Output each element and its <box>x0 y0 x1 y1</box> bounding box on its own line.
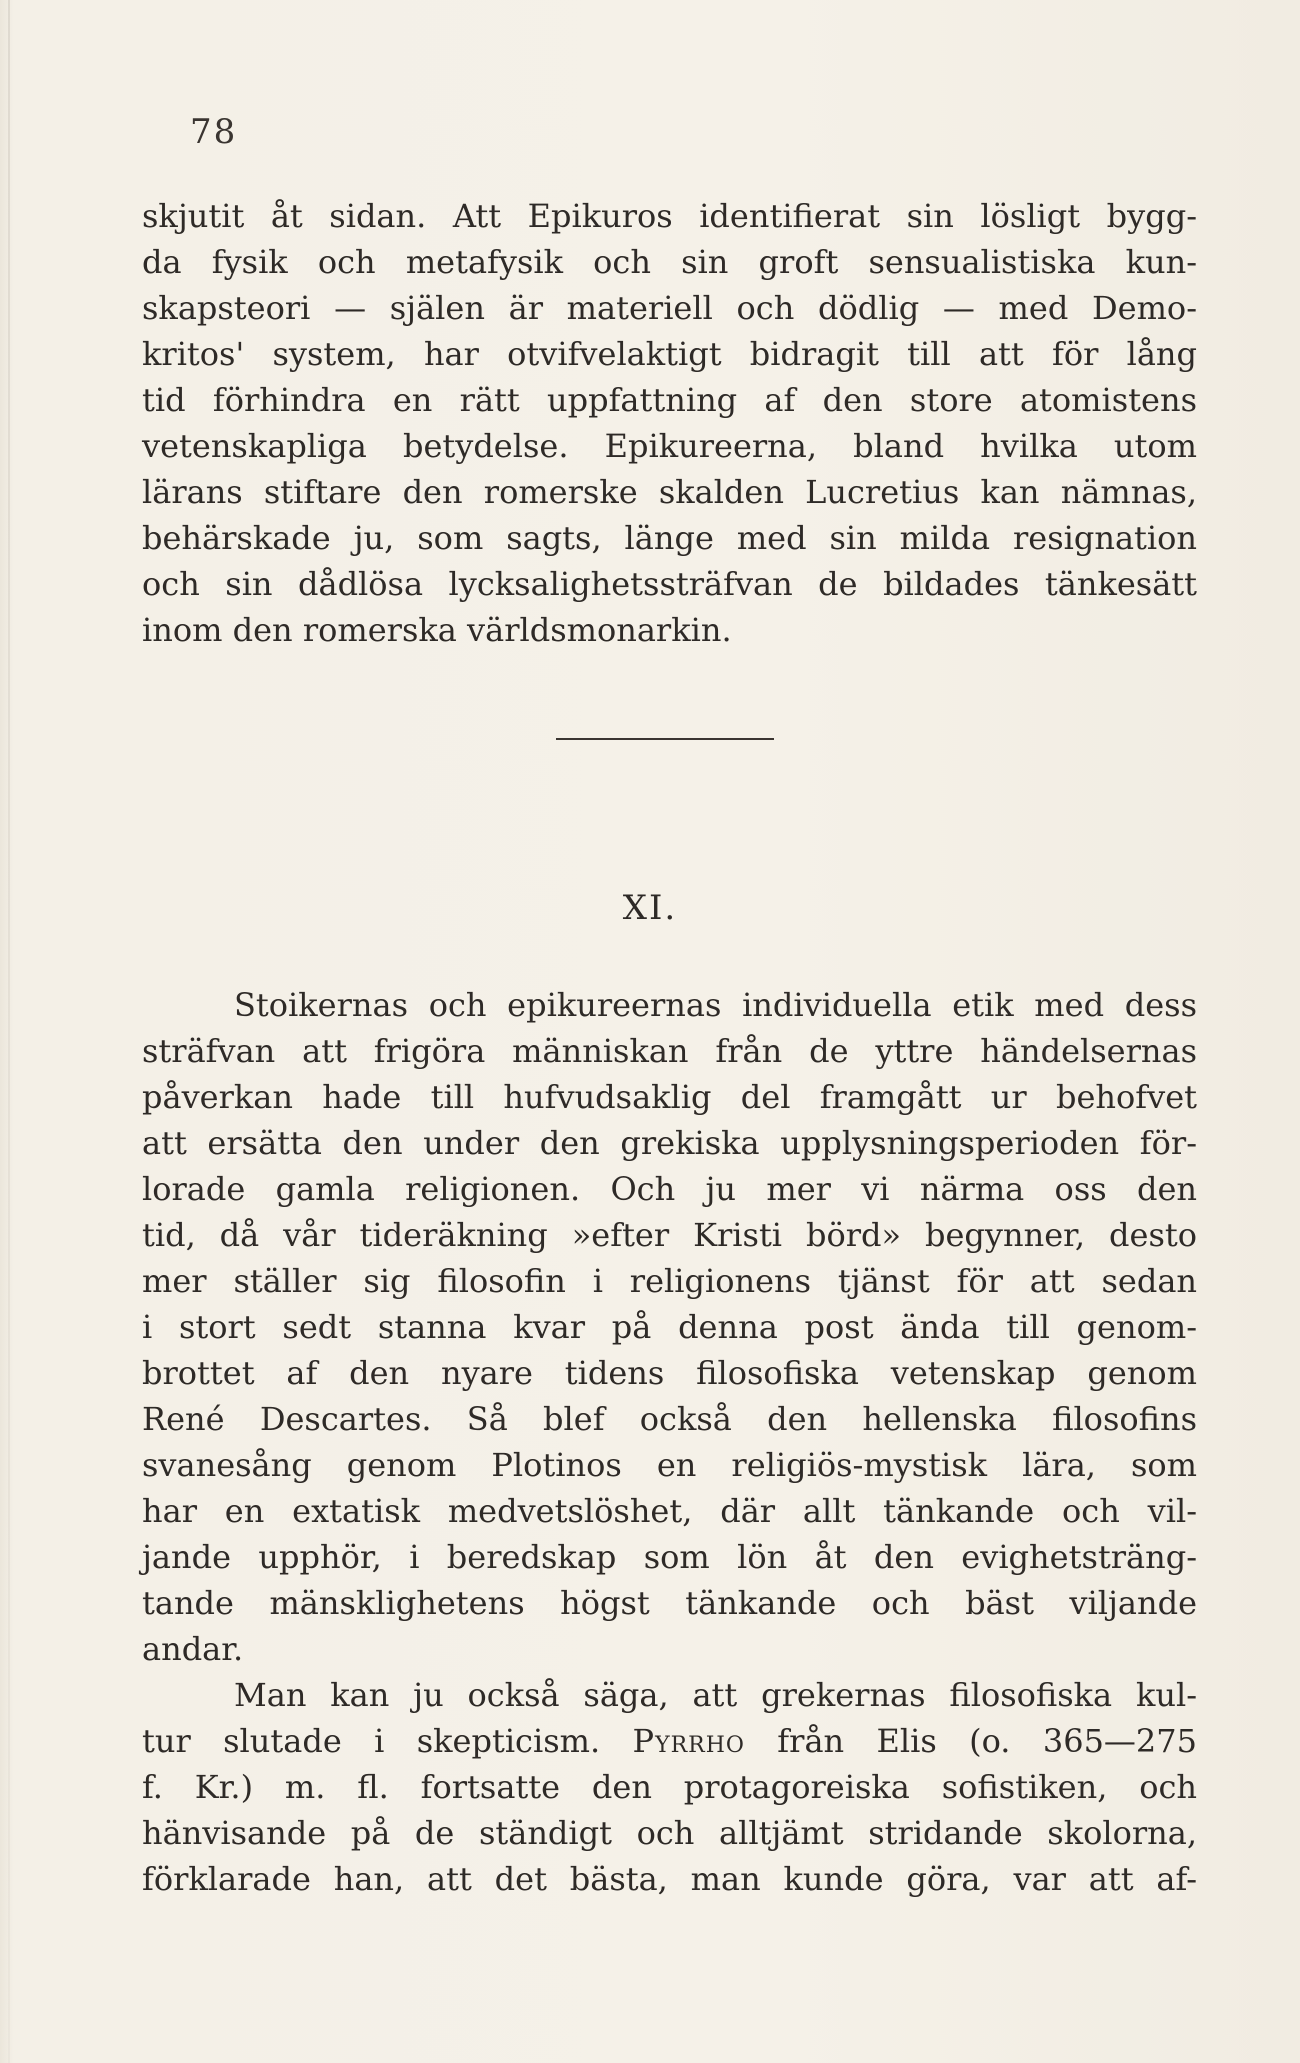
text-line: skapsteori — själen är materiell och dödlig — med Demo- <box>142 289 1197 327</box>
text-line: förklarade han, att det bästa, man kunde göra, var att af- <box>142 1860 1197 1898</box>
text-line: skjutit åt sidan. Att Epikuros identifierat sin lösligt bygg- <box>142 197 1197 235</box>
paragraph-3 <box>142 1672 1197 1902</box>
text-line: tid, då vår tideräkning »efter Kristi börd» begynner, desto <box>142 1216 1197 1254</box>
text-line: jande upphör, i beredskap som lön åt den evighetsträng- <box>142 1538 1197 1576</box>
text-line: René Descartes. Så blef också den hellenska filosofins <box>142 1400 1197 1438</box>
text-line: Stoikernas och epikureernas individuella etik med dess <box>234 986 1197 1024</box>
text-line: vetenskapliga betydelse. Epikureerna, bland hvilka utom <box>142 427 1197 465</box>
text-line: hänvisande på de ständigt och alltjämt stridande skolorna, <box>142 1814 1197 1852</box>
text-line: f. Kr.) m. fl. fortsatte den protagoreiska sofistiken, och <box>142 1768 1197 1806</box>
text-line: da fysik och metafysik och sin groft sensualistiska kun- <box>142 243 1197 281</box>
text-line: svanesång genom Plotinos en religiös-mystisk lära, som <box>142 1446 1197 1484</box>
text-segment: från Elis (o. 365—275 <box>744 1722 1198 1760</box>
text-segment: tur slutade i skepticism. <box>142 1722 633 1760</box>
text-line: i stort sedt stanna kvar på denna post ända till genom- <box>142 1308 1197 1346</box>
text-line <box>142 1718 1197 1764</box>
text-line: har en extatisk medvetslöshet, där allt tänkande och vil- <box>142 1492 1197 1530</box>
text-line: Man kan ju också säga, att grekernas filosofiska kul- <box>234 1676 1197 1714</box>
text-line: sträfvan att frigöra människan från de yttre händelsernas <box>142 1032 1197 1070</box>
person-name: Pyrrho <box>632 1722 745 1760</box>
text-line: tande mänsklighetens högst tänkande och bäst viljande <box>142 1584 1197 1622</box>
text-line: behärskade ju, som sagts, länge med sin milda resignation <box>142 519 1197 557</box>
text-line: att ersätta den under den grekiska upplysningsperioden för- <box>142 1124 1197 1162</box>
text-line: tid förhindra en rätt uppfattning af den store atomistens <box>142 381 1197 419</box>
text-line: inom den romerska världsmonarkin. <box>142 611 732 649</box>
text-line: andar. <box>142 1630 244 1668</box>
page-number: 78 <box>190 112 238 152</box>
text-line: lärans stiftare den romerske skalden Lucretius kan nämnas, <box>142 473 1197 511</box>
paragraph-1 <box>142 193 1197 653</box>
section-heading: XI. <box>622 888 678 928</box>
text-line: lorade gamla religionen. Och ju mer vi närma oss den <box>142 1170 1197 1208</box>
paragraph-2 <box>142 982 1197 1672</box>
text-line: och sin dådlösa lycksalighetssträfvan de bildades tänkesätt <box>142 565 1197 603</box>
text-line: kritos' system, har otvifvelaktigt bidragit till att för lång <box>142 335 1197 373</box>
text-line: mer ställer sig filosofin i religionens tjänst för att sedan <box>142 1262 1197 1300</box>
text-line: brottet af den nyare tidens filosofiska vetenskap genom <box>142 1354 1197 1392</box>
section-divider <box>556 738 774 740</box>
text-line: påverkan hade till hufvudsaklig del framgått ur behofvet <box>142 1078 1197 1116</box>
page-edge-shadow <box>8 0 10 2063</box>
